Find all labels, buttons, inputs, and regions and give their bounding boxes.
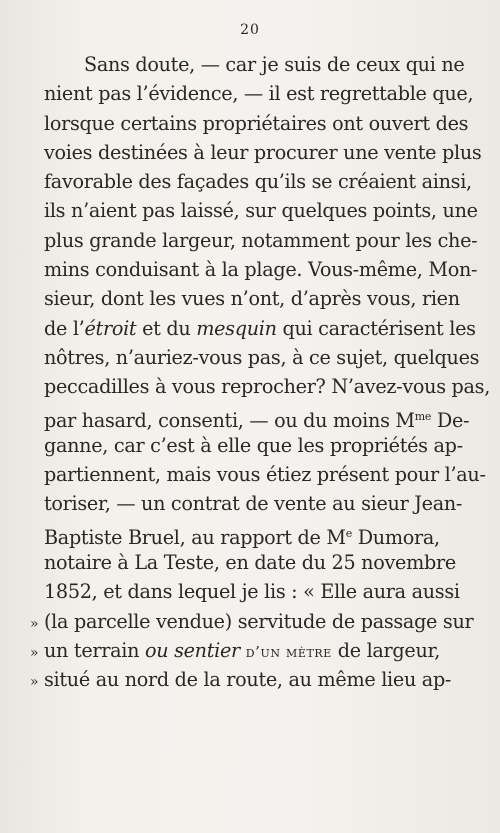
text-run: de l’ — [44, 316, 85, 340]
text-line: ils n’aient pas laissé, sur quelques points, une — [44, 199, 478, 223]
text-line: Sans doute, — car je suis de ceux qui ne — [84, 53, 465, 76]
italic-word: mesquin — [196, 316, 277, 340]
text-run: qui caractérisent les — [276, 316, 476, 340]
small-caps-text: d’un mètre — [245, 642, 332, 661]
text-line — [44, 519, 464, 548]
text-line: » (la parcelle vendue) servitude de passage sur — [30, 609, 474, 633]
text-line: peccadilles à vous reprocher? N’avez-vous pas, — [44, 375, 491, 399]
superscript: e — [345, 526, 352, 540]
text-run: un terrain — [44, 638, 145, 662]
text-run: et du — [136, 316, 197, 340]
text-line: toriser, — un contrat de vente au sieur Jean- — [44, 492, 463, 516]
body-text — [30, 50, 491, 695]
text-run: par hasard, consenti, — ou du moins M — [44, 408, 415, 432]
text-line — [44, 402, 470, 432]
text-line: favorable des façades qu’ils se créaient ainsi, — [44, 170, 472, 194]
text-line: 1852, et dans lequel je lis : « Elle aura aussi — [44, 580, 460, 604]
text-line: plus grande largeur, notamment pour les che- — [44, 228, 478, 252]
text-run: Dumora, — [351, 525, 440, 549]
text-line: partiennent, mais vous étiez présent pour l’au- — [44, 463, 486, 487]
text-line: » un terrain ou sentier d’un mètre de largeur, — [30, 638, 441, 662]
text-line: voies destinées à leur procurer une vente plus — [44, 140, 482, 164]
text-line — [44, 314, 476, 343]
text-line: ganne, car c’est à elle que les propriétés ap- — [44, 433, 463, 457]
superscript: me — [414, 409, 432, 423]
text-run: situé au nord de la route, au même lieu ap- — [44, 668, 452, 692]
text-line: notaire à La Teste, en date du 25 novembre — [44, 551, 456, 575]
text-line: nient pas l’évidence, — il est regrettable que, — [44, 82, 474, 106]
text-run: De- — [431, 408, 470, 432]
text-line: » situé au nord de la route, au même lieu ap- — [30, 668, 452, 692]
text-run: de largeur, — [331, 638, 441, 662]
text-line: lorsque certains propriétaires ont ouvert des — [44, 111, 469, 135]
page-number: 20 — [240, 22, 260, 38]
text-line: mins conduisant à la plage. Vous-même, Mon- — [44, 258, 478, 282]
text-line: nôtres, n’auriez-vous pas, à ce sujet, quelques — [44, 345, 480, 369]
text-line: sieur, dont les vues n’ont, d’après vous, rien — [44, 287, 460, 311]
italic-word: étroit — [84, 316, 137, 340]
text-run: (la parcelle vendue) servitude de passage sur — [44, 609, 474, 633]
italic-word: ou sentier — [144, 638, 240, 662]
text-run: Baptiste Bruel, au rapport de M — [44, 525, 346, 549]
